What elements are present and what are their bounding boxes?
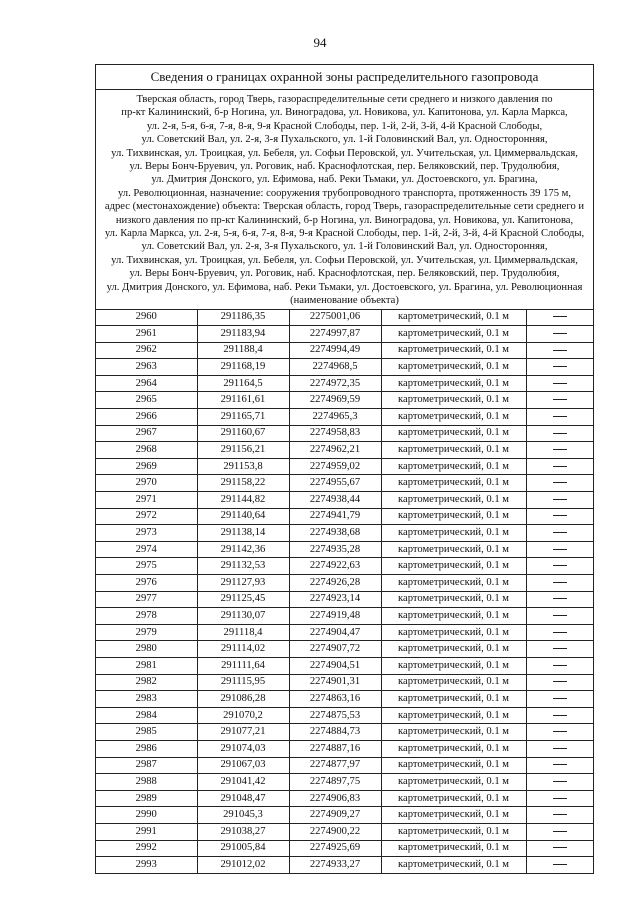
dash-cell xyxy=(526,342,593,359)
x-coordinate-cell: 291130,07 xyxy=(197,608,289,625)
dash-cell xyxy=(526,458,593,475)
x-coordinate-cell: 291165,71 xyxy=(197,409,289,426)
dash-icon xyxy=(553,565,567,566)
x-coordinate-cell: 291067,03 xyxy=(197,757,289,774)
dash-cell xyxy=(526,359,593,376)
dash-cell xyxy=(526,790,593,807)
method-cell: картометрический, 0.1 м xyxy=(381,823,526,840)
y-coordinate-cell: 2274909,27 xyxy=(289,807,381,824)
dash-icon xyxy=(553,764,567,765)
table-row xyxy=(96,326,593,343)
method-cell: картометрический, 0.1 м xyxy=(381,342,526,359)
x-coordinate-cell: 291161,61 xyxy=(197,392,289,409)
dash-cell xyxy=(526,657,593,674)
method-cell: картометрический, 0.1 м xyxy=(381,774,526,791)
method-cell: картометрический, 0.1 м xyxy=(381,541,526,558)
table-row xyxy=(96,657,593,674)
point-number-cell: 2960 xyxy=(96,309,197,326)
y-coordinate-cell: 2274863,16 xyxy=(289,691,381,708)
method-cell: картометрический, 0.1 м xyxy=(381,575,526,592)
point-number-cell: 2981 xyxy=(96,657,197,674)
description-line: пр-кт Калининский, б-р Ногина, ул. Виноградова, ул. Новикова, ул. Капитонова, ул. Карла Маркса, xyxy=(121,107,568,119)
description-line: ул. Дмитрия Донского, ул. Ефимова, наб. Реки Тьмаки, ул. Достоевского, ул. Брагина, ул. Революционная xyxy=(106,281,583,293)
x-coordinate-cell: 291005,84 xyxy=(197,840,289,857)
method-cell: картометрический, 0.1 м xyxy=(381,657,526,674)
method-cell: картометрический, 0.1 м xyxy=(381,807,526,824)
description-line: Тверская область, город Тверь, газораспределительные сети среднего и низкого давления по xyxy=(136,94,553,105)
description-line: ул. Революционная, назначение: сооружения трубопроводного транспорта, протяженность 39 175 м, xyxy=(117,187,572,199)
point-number-cell: 2984 xyxy=(96,707,197,724)
point-number-cell: 2972 xyxy=(96,508,197,525)
x-coordinate-cell: 291045,3 xyxy=(197,807,289,824)
description-line: ул. Тихвинская, ул. Троицкая, ул. Бебеля, ул. Софьи Перовской, ул. Учительская, ул. Циммервальдская, xyxy=(111,254,578,266)
point-number-cell: 2968 xyxy=(96,442,197,459)
dash-cell xyxy=(526,840,593,857)
dash-icon xyxy=(553,383,567,384)
x-coordinate-cell: 291048,47 xyxy=(197,790,289,807)
method-cell: картометрический, 0.1 м xyxy=(381,740,526,757)
method-cell: картометрический, 0.1 м xyxy=(381,508,526,525)
table-row xyxy=(96,624,593,641)
dash-cell xyxy=(526,591,593,608)
y-coordinate-cell: 2274938,44 xyxy=(289,492,381,509)
point-number-cell: 2990 xyxy=(96,807,197,824)
table-row xyxy=(96,641,593,658)
point-number-cell: 2986 xyxy=(96,740,197,757)
x-coordinate-cell: 291012,02 xyxy=(197,857,289,873)
point-number-cell: 2966 xyxy=(96,409,197,426)
object-description xyxy=(96,90,593,309)
y-coordinate-cell: 2274955,67 xyxy=(289,475,381,492)
dash-cell xyxy=(526,492,593,509)
point-number-cell: 2979 xyxy=(96,624,197,641)
dash-cell xyxy=(526,691,593,708)
description-line: ул. Веры Бонч-Бруевич, ул. Роговик, наб. Краснофлотская, пер. Беляковский, пер. Трудолюбия, xyxy=(129,161,560,173)
method-cell: картометрический, 0.1 м xyxy=(381,309,526,326)
dash-cell xyxy=(526,475,593,492)
x-coordinate-cell: 291041,42 xyxy=(197,774,289,791)
table-row xyxy=(96,425,593,442)
dash-cell xyxy=(526,326,593,343)
method-cell: картометрический, 0.1 м xyxy=(381,392,526,409)
point-number-cell: 2962 xyxy=(96,342,197,359)
dash-icon xyxy=(553,864,567,865)
dash-cell xyxy=(526,608,593,625)
dash-cell xyxy=(526,757,593,774)
dash-icon xyxy=(553,781,567,782)
method-cell: картометрический, 0.1 м xyxy=(381,691,526,708)
x-coordinate-cell: 291183,94 xyxy=(197,326,289,343)
table-row xyxy=(96,823,593,840)
dash-icon xyxy=(553,698,567,699)
dash-icon xyxy=(553,715,567,716)
y-coordinate-cell: 2274959,02 xyxy=(289,458,381,475)
table-row xyxy=(96,674,593,691)
dash-icon xyxy=(553,350,567,351)
y-coordinate-cell: 2274900,22 xyxy=(289,823,381,840)
dash-icon xyxy=(553,549,567,550)
y-coordinate-cell: 2274901,31 xyxy=(289,674,381,691)
y-coordinate-cell: 2274938,68 xyxy=(289,525,381,542)
dash-icon xyxy=(553,598,567,599)
dash-cell xyxy=(526,392,593,409)
method-cell: картометрический, 0.1 м xyxy=(381,525,526,542)
description-line: ул. 2-я, 5-я, 6-я, 7-я, 8-я, 9-я Красной Слободы, пер. 1-й, 2-й, 3-й, 4-й Красной Слободы, xyxy=(146,120,543,132)
table-row xyxy=(96,840,593,857)
dash-cell xyxy=(526,558,593,575)
table-row xyxy=(96,575,593,592)
point-number-cell: 2985 xyxy=(96,724,197,741)
y-coordinate-cell: 2274919,48 xyxy=(289,608,381,625)
method-cell: картометрический, 0.1 м xyxy=(381,608,526,625)
coordinates-table xyxy=(96,309,593,873)
x-coordinate-cell: 291186,35 xyxy=(197,309,289,326)
table-row xyxy=(96,691,593,708)
dash-icon xyxy=(553,449,567,450)
point-number-cell: 2991 xyxy=(96,823,197,840)
dash-cell xyxy=(526,774,593,791)
x-coordinate-cell: 291125,45 xyxy=(197,591,289,608)
dash-cell xyxy=(526,425,593,442)
table-row xyxy=(96,525,593,542)
point-number-cell: 2980 xyxy=(96,641,197,658)
dash-icon xyxy=(553,665,567,666)
x-coordinate-cell: 291138,14 xyxy=(197,525,289,542)
dash-cell xyxy=(526,857,593,873)
x-coordinate-cell: 291115,95 xyxy=(197,674,289,691)
table-row xyxy=(96,342,593,359)
description-line: ул. Советский Вал, ул. 2-я, 3-я Пухальского, ул. 1-й Головинский Вал, ул. Односторонняя, xyxy=(141,241,548,253)
point-number-cell: 2977 xyxy=(96,591,197,608)
description-line: ул. Советский Вал, ул. 2-я, 3-я Пухальского, ул. 1-й Головинский Вал, ул. Односторонняя, xyxy=(141,134,548,146)
x-coordinate-cell: 291114,02 xyxy=(197,641,289,658)
dash-icon xyxy=(553,632,567,633)
x-coordinate-cell: 291153,8 xyxy=(197,458,289,475)
method-cell: картометрический, 0.1 м xyxy=(381,425,526,442)
table-row xyxy=(96,541,593,558)
point-number-cell: 2963 xyxy=(96,359,197,376)
dash-icon xyxy=(553,515,567,516)
method-cell: картометрический, 0.1 м xyxy=(381,458,526,475)
dash-cell xyxy=(526,707,593,724)
y-coordinate-cell: 2274941,79 xyxy=(289,508,381,525)
method-cell: картометрический, 0.1 м xyxy=(381,375,526,392)
table-row xyxy=(96,740,593,757)
x-coordinate-cell: 291127,93 xyxy=(197,575,289,592)
table-row xyxy=(96,392,593,409)
x-coordinate-cell: 291158,22 xyxy=(197,475,289,492)
point-number-cell: 2988 xyxy=(96,774,197,791)
y-coordinate-cell: 2274897,75 xyxy=(289,774,381,791)
description-line: адрес (местонахождение) объекта: Тверская область, город Тверь, газораспределительные сети среднего и xyxy=(104,201,585,213)
dash-cell xyxy=(526,525,593,542)
point-number-cell: 2975 xyxy=(96,558,197,575)
x-coordinate-cell: 291168,19 xyxy=(197,359,289,376)
point-number-cell: 2987 xyxy=(96,757,197,774)
dash-icon xyxy=(553,433,567,434)
point-number-cell: 2973 xyxy=(96,525,197,542)
page-number: 94 xyxy=(313,35,327,50)
y-coordinate-cell: 2274997,87 xyxy=(289,326,381,343)
point-number-cell: 2974 xyxy=(96,541,197,558)
dash-icon xyxy=(553,814,567,815)
dash-icon xyxy=(553,482,567,483)
table-row xyxy=(96,807,593,824)
description-line: ул. Карла Маркса, ул. 2-я, 5-я, 6-я, 7-я, 8-я, 9-я Красной Слободы, пер. 1-й, 2-й, 3-й, 4-й Красной Слободы, xyxy=(104,228,585,240)
point-number-cell: 2964 xyxy=(96,375,197,392)
method-cell: картометрический, 0.1 м xyxy=(381,757,526,774)
x-coordinate-cell: 291160,67 xyxy=(197,425,289,442)
dash-cell xyxy=(526,375,593,392)
x-coordinate-cell: 291074,03 xyxy=(197,740,289,757)
dash-icon xyxy=(553,615,567,616)
method-cell: картометрический, 0.1 м xyxy=(381,624,526,641)
x-coordinate-cell: 291077,21 xyxy=(197,724,289,741)
method-cell: картометрический, 0.1 м xyxy=(381,359,526,376)
point-number-cell: 2978 xyxy=(96,608,197,625)
dash-cell xyxy=(526,442,593,459)
dash-cell xyxy=(526,409,593,426)
dash-cell xyxy=(526,309,593,326)
table-row xyxy=(96,774,593,791)
table-row xyxy=(96,309,593,326)
x-coordinate-cell: 291144,82 xyxy=(197,492,289,509)
description-line: низкого давления по пр-кт Калининский, б-р Ногина, ул. Виноградова, ул. Новикова, ул. Капитонова, xyxy=(115,214,574,226)
method-cell: картометрический, 0.1 м xyxy=(381,492,526,509)
dash-icon xyxy=(553,532,567,533)
table-row xyxy=(96,790,593,807)
dash-icon xyxy=(553,333,567,334)
dash-icon xyxy=(553,582,567,583)
description-line: (наименование объекта) xyxy=(290,295,399,307)
point-number-cell: 2993 xyxy=(96,857,197,873)
dash-cell xyxy=(526,740,593,757)
dash-cell xyxy=(526,624,593,641)
dash-cell xyxy=(526,641,593,658)
y-coordinate-cell: 2274972,35 xyxy=(289,375,381,392)
table-row xyxy=(96,724,593,741)
table-row xyxy=(96,757,593,774)
x-coordinate-cell: 291070,2 xyxy=(197,707,289,724)
dash-cell xyxy=(526,674,593,691)
method-cell: картометрический, 0.1 м xyxy=(381,790,526,807)
table-row xyxy=(96,591,593,608)
x-coordinate-cell: 291118,4 xyxy=(197,624,289,641)
method-cell: картометрический, 0.1 м xyxy=(381,475,526,492)
y-coordinate-cell: 2274907,72 xyxy=(289,641,381,658)
point-number-cell: 2961 xyxy=(96,326,197,343)
x-coordinate-cell: 291111,64 xyxy=(197,657,289,674)
table-row xyxy=(96,857,593,873)
method-cell: картометрический, 0.1 м xyxy=(381,674,526,691)
x-coordinate-cell: 291038,27 xyxy=(197,823,289,840)
y-coordinate-cell: 2274877,97 xyxy=(289,757,381,774)
y-coordinate-cell: 2274906,83 xyxy=(289,790,381,807)
method-cell: картометрический, 0.1 м xyxy=(381,409,526,426)
dash-cell xyxy=(526,541,593,558)
method-cell: картометрический, 0.1 м xyxy=(381,857,526,873)
y-coordinate-cell: 2274875,53 xyxy=(289,707,381,724)
y-coordinate-cell: 2274884,73 xyxy=(289,724,381,741)
dash-icon xyxy=(553,831,567,832)
method-cell: картометрический, 0.1 м xyxy=(381,591,526,608)
dash-icon xyxy=(553,798,567,799)
x-coordinate-cell: 291164,5 xyxy=(197,375,289,392)
point-number-cell: 2982 xyxy=(96,674,197,691)
y-coordinate-cell: 2274925,69 xyxy=(289,840,381,857)
y-coordinate-cell: 2274994,49 xyxy=(289,342,381,359)
table-row xyxy=(96,359,593,376)
dash-icon xyxy=(553,466,567,467)
y-coordinate-cell: 2274922,63 xyxy=(289,558,381,575)
y-coordinate-cell: 2274962,21 xyxy=(289,442,381,459)
dash-cell xyxy=(526,724,593,741)
dash-cell xyxy=(526,823,593,840)
point-number-cell: 2969 xyxy=(96,458,197,475)
table-row xyxy=(96,409,593,426)
y-coordinate-cell: 2274965,3 xyxy=(289,409,381,426)
y-coordinate-cell: 2274935,28 xyxy=(289,541,381,558)
table-row xyxy=(96,608,593,625)
table-row xyxy=(96,707,593,724)
point-number-cell: 2976 xyxy=(96,575,197,592)
table-row xyxy=(96,458,593,475)
dash-icon xyxy=(553,399,567,400)
point-number-cell: 2989 xyxy=(96,790,197,807)
dash-icon xyxy=(553,748,567,749)
description-line: ул. Тихвинская, ул. Троицкая, ул. Бебеля, ул. Софьи Перовской, ул. Учительская, ул. Циммервальдская, xyxy=(111,147,578,159)
y-coordinate-cell: 2274904,51 xyxy=(289,657,381,674)
y-coordinate-cell: 2275001,06 xyxy=(289,309,381,326)
method-cell: картометрический, 0.1 м xyxy=(381,724,526,741)
table-row xyxy=(96,558,593,575)
point-number-cell: 2967 xyxy=(96,425,197,442)
table-row xyxy=(96,475,593,492)
dash-icon xyxy=(553,416,567,417)
dash-cell xyxy=(526,807,593,824)
dash-icon xyxy=(553,731,567,732)
method-cell: картометрический, 0.1 м xyxy=(381,707,526,724)
point-number-cell: 2965 xyxy=(96,392,197,409)
y-coordinate-cell: 2274933,27 xyxy=(289,857,381,873)
x-coordinate-cell: 291132,53 xyxy=(197,558,289,575)
x-coordinate-cell: 291188,4 xyxy=(197,342,289,359)
y-coordinate-cell: 2274926,28 xyxy=(289,575,381,592)
method-cell: картометрический, 0.1 м xyxy=(381,558,526,575)
method-cell: картометрический, 0.1 м xyxy=(381,442,526,459)
dash-cell xyxy=(526,508,593,525)
y-coordinate-cell: 2274923,14 xyxy=(289,591,381,608)
x-coordinate-cell: 291086,28 xyxy=(197,691,289,708)
point-number-cell: 2971 xyxy=(96,492,197,509)
x-coordinate-cell: 291142,36 xyxy=(197,541,289,558)
dash-icon xyxy=(553,366,567,367)
table-row xyxy=(96,375,593,392)
point-number-cell: 2983 xyxy=(96,691,197,708)
x-coordinate-cell: 291140,64 xyxy=(197,508,289,525)
dash-icon xyxy=(553,681,567,682)
method-cell: картометрический, 0.1 м xyxy=(381,326,526,343)
y-coordinate-cell: 2274969,59 xyxy=(289,392,381,409)
dash-icon xyxy=(553,316,567,317)
description-line: ул. Дмитрия Донского, ул. Ефимова, наб. Реки Тьмаки, ул. Достоевского, ул. Брагина, xyxy=(151,174,538,186)
x-coordinate-cell: 291156,21 xyxy=(197,442,289,459)
method-cell: картометрический, 0.1 м xyxy=(381,641,526,658)
point-number-cell: 2992 xyxy=(96,840,197,857)
dash-icon xyxy=(553,499,567,500)
y-coordinate-cell: 2274904,47 xyxy=(289,624,381,641)
table-row xyxy=(96,442,593,459)
table-row xyxy=(96,508,593,525)
dash-cell xyxy=(526,575,593,592)
method-cell: картометрический, 0.1 м xyxy=(381,840,526,857)
y-coordinate-cell: 2274958,83 xyxy=(289,425,381,442)
table-row xyxy=(96,492,593,509)
section-title: Сведения о границах охранной зоны распределительного газопровода xyxy=(96,65,593,90)
description-line: ул. Веры Бонч-Бруевич, ул. Роговик, наб. Краснофлотская, пер. Беляковский, пер. Трудолюбия, xyxy=(129,268,560,280)
y-coordinate-cell: 2274887,16 xyxy=(289,740,381,757)
dash-icon xyxy=(553,648,567,649)
y-coordinate-cell: 2274968,5 xyxy=(289,359,381,376)
point-number-cell: 2970 xyxy=(96,475,197,492)
document-frame xyxy=(95,64,594,874)
dash-icon xyxy=(553,847,567,848)
